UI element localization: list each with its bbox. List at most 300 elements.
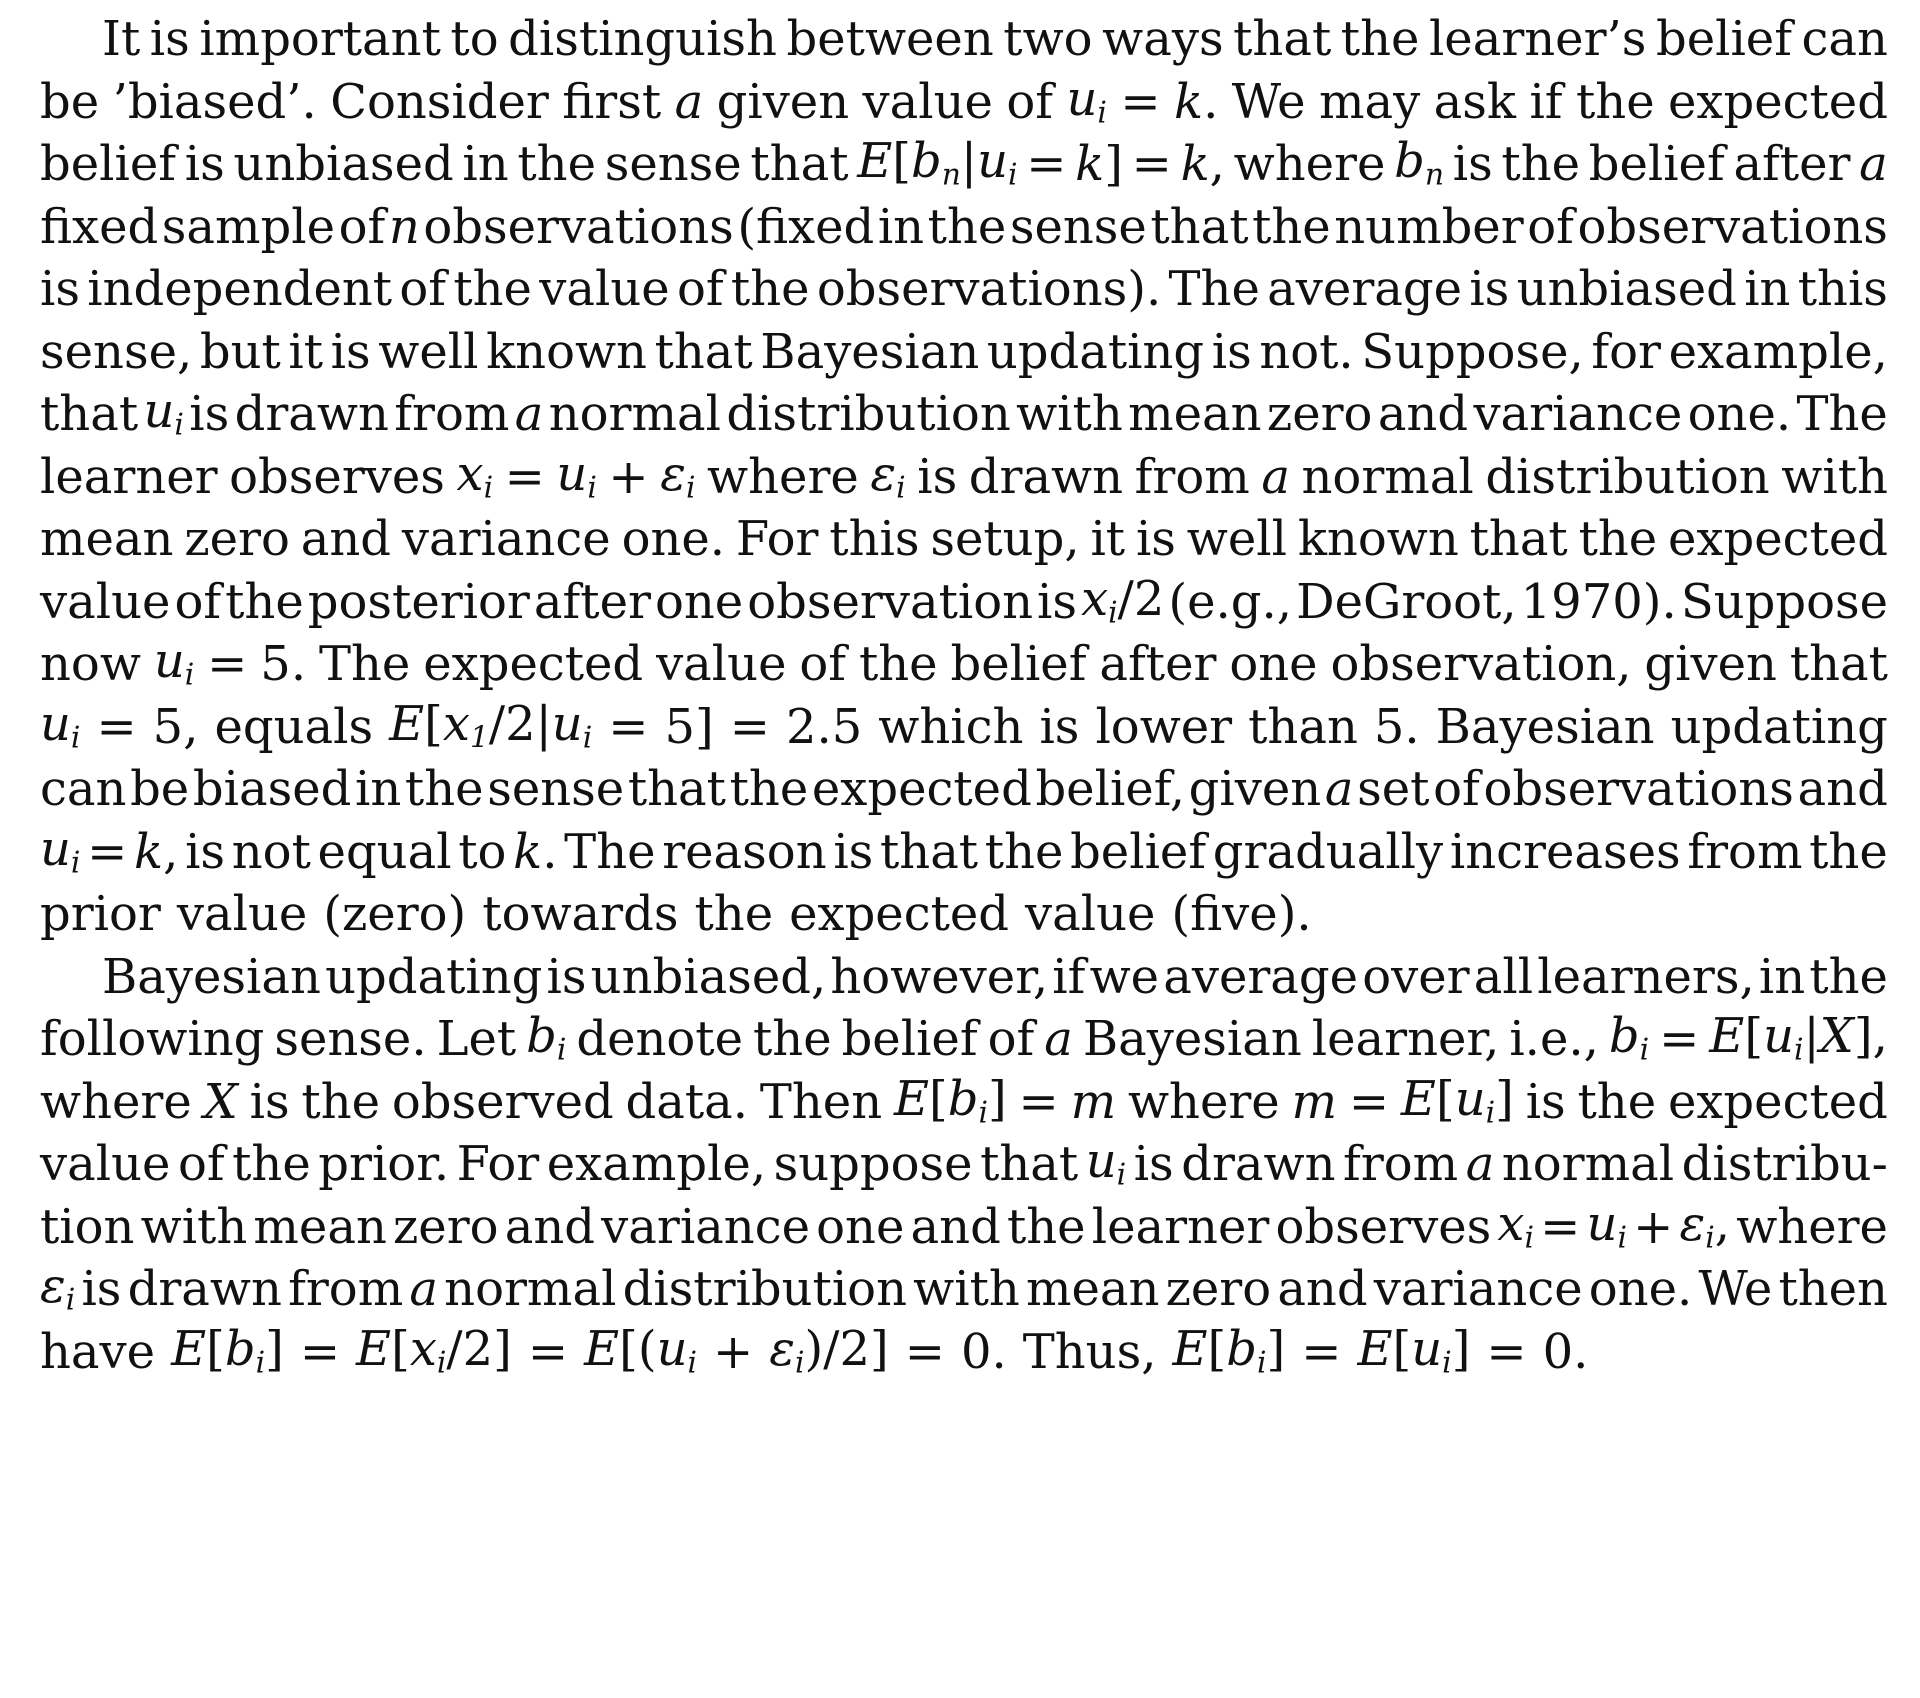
word: Let xyxy=(436,1011,517,1067)
word: m xyxy=(1291,1074,1338,1130)
word: normal xyxy=(1301,449,1474,505)
word: = xyxy=(1486,1324,1527,1380)
word: Bayesian xyxy=(1435,699,1655,755)
word: denote xyxy=(576,1011,743,1067)
word: X xyxy=(203,1074,238,1130)
word: mean xyxy=(1025,1261,1160,1317)
word: expected xyxy=(1668,511,1888,567)
word: if xyxy=(1529,74,1563,130)
word: zero xyxy=(184,511,290,567)
word: prior. xyxy=(318,1136,450,1192)
word: $E[b_n|u_i$ xyxy=(857,133,1018,193)
word: observed xyxy=(391,1074,614,1130)
word: now xyxy=(40,636,141,692)
text-line xyxy=(40,1313,1888,1391)
word: expected xyxy=(1668,74,1888,130)
word: of xyxy=(399,261,447,317)
word: expected xyxy=(811,761,1032,817)
word: the xyxy=(730,261,810,317)
word: example, xyxy=(546,1136,767,1192)
word: = xyxy=(1120,74,1161,130)
word: = xyxy=(904,1324,945,1380)
word: + xyxy=(713,1324,754,1380)
word: unbiased xyxy=(1516,261,1737,317)
word: Suppose, xyxy=(1361,324,1584,380)
word: mean xyxy=(253,1199,387,1255)
word: one xyxy=(654,574,744,630)
word: $b_i$ xyxy=(526,1008,567,1068)
word: where xyxy=(1233,136,1386,192)
word: value xyxy=(40,1136,171,1192)
word: a xyxy=(1324,761,1354,817)
word: $E[u_i]$ xyxy=(1357,1321,1471,1381)
word: expected xyxy=(789,886,1010,942)
word: (fixed xyxy=(737,199,875,255)
word: observations xyxy=(423,199,734,255)
word: this xyxy=(1797,261,1888,317)
word: one. xyxy=(1588,1261,1693,1317)
word: $\varepsilon_i$ xyxy=(40,1258,76,1318)
word: biased xyxy=(192,761,352,817)
word: It xyxy=(102,11,141,67)
word: distribution xyxy=(1485,449,1770,505)
word: can xyxy=(1801,11,1888,67)
word: = xyxy=(608,699,649,755)
word: is xyxy=(917,449,958,505)
word: of xyxy=(1006,74,1054,130)
word: is xyxy=(1039,699,1080,755)
word: is xyxy=(81,1261,122,1317)
word: where xyxy=(1127,1074,1280,1130)
word: value xyxy=(40,574,171,630)
word: drawn xyxy=(127,1261,282,1317)
word: $E[u_i]$ xyxy=(1400,1071,1514,1131)
word: updating xyxy=(986,324,1205,380)
word: 5] xyxy=(664,699,714,755)
word: for xyxy=(1591,324,1661,380)
word: $u_i$ xyxy=(1085,1133,1127,1193)
word: = xyxy=(207,636,248,692)
word: is xyxy=(1452,136,1493,192)
word: it xyxy=(288,324,324,380)
word: lower xyxy=(1095,699,1233,755)
word: $u_i$ xyxy=(40,696,81,756)
word: Bayesian xyxy=(1082,1011,1302,1067)
word: is xyxy=(1469,261,1510,317)
word: k. xyxy=(513,824,558,880)
word: = xyxy=(1348,1074,1390,1130)
word: $x_i$ xyxy=(456,446,494,506)
word: = xyxy=(1131,136,1172,192)
word: known xyxy=(486,324,647,380)
word: learner xyxy=(40,449,218,505)
word: be xyxy=(40,74,100,130)
word: observes xyxy=(229,449,445,505)
word: Then xyxy=(759,1074,883,1130)
word: example, xyxy=(1668,324,1888,380)
word: of xyxy=(799,636,847,692)
word: is xyxy=(833,824,874,880)
word: one. xyxy=(621,511,726,567)
word: ask xyxy=(1433,74,1517,130)
word: belief xyxy=(950,636,1087,692)
word: unbiased, xyxy=(590,949,827,1005)
word: mean xyxy=(1128,386,1262,442)
word: all xyxy=(1473,949,1534,1005)
word: where xyxy=(1736,1199,1888,1255)
word: the xyxy=(1575,74,1655,130)
word: the xyxy=(517,136,596,192)
word: tion xyxy=(40,1199,135,1255)
word: i.e., xyxy=(1509,1011,1599,1067)
word: belief xyxy=(1070,824,1207,880)
word: the xyxy=(1501,136,1581,192)
word: The xyxy=(564,824,656,880)
word: a xyxy=(1261,449,1290,505)
word: n xyxy=(388,199,420,255)
word: drawn xyxy=(968,449,1124,505)
word: of xyxy=(987,1011,1035,1067)
word: the xyxy=(927,199,1007,255)
word: = xyxy=(299,1324,341,1380)
word: = xyxy=(1018,1074,1059,1130)
word: setup, xyxy=(930,511,1080,567)
word: $u_i$ xyxy=(153,633,195,693)
word: belief xyxy=(1655,11,1792,67)
word: Bayesian xyxy=(102,949,321,1005)
word: from xyxy=(288,1261,404,1317)
word: that xyxy=(750,136,849,192)
word: the xyxy=(1809,824,1888,880)
word: the xyxy=(232,1136,311,1192)
word: we xyxy=(1089,949,1160,1005)
word: value xyxy=(1025,886,1156,942)
word: value xyxy=(656,636,787,692)
word: from xyxy=(1343,1136,1459,1192)
word: $u_i$ xyxy=(143,383,184,443)
word: prior xyxy=(40,886,161,942)
word: of xyxy=(177,1136,225,1192)
word: and xyxy=(1277,1261,1368,1317)
word: however, xyxy=(830,949,1049,1005)
word: the xyxy=(1809,949,1888,1005)
word: variance xyxy=(1473,386,1683,442)
word: the xyxy=(301,1074,381,1130)
word: sample xyxy=(161,199,336,255)
word: not. xyxy=(1259,324,1354,380)
word: in xyxy=(877,199,925,255)
word: normal xyxy=(548,386,721,442)
word: the xyxy=(225,574,304,630)
word: than xyxy=(1248,699,1358,755)
word: of xyxy=(338,199,386,255)
word: zero xyxy=(393,1199,499,1255)
word: is xyxy=(330,324,371,380)
word: set xyxy=(1357,761,1430,817)
word: given xyxy=(1188,761,1322,817)
word: given xyxy=(1644,636,1777,692)
word: updating xyxy=(1670,699,1888,755)
word: a xyxy=(1044,1011,1073,1067)
word: a xyxy=(674,74,704,130)
word: belief, xyxy=(1035,761,1186,817)
word: sense, xyxy=(40,324,193,380)
word: that xyxy=(40,386,139,442)
word: distribution xyxy=(726,386,1011,442)
word: sense xyxy=(1009,199,1147,255)
word: where xyxy=(40,1074,192,1130)
word: k, xyxy=(134,824,179,880)
word: $E[b_i]$ xyxy=(893,1071,1007,1131)
word: known xyxy=(1297,511,1459,567)
word: The xyxy=(1796,386,1888,442)
word: is xyxy=(1133,1136,1174,1192)
word: sense. xyxy=(274,1011,427,1067)
word: (zero) xyxy=(323,886,467,942)
word: belief xyxy=(1588,136,1725,192)
word: $u_i$ xyxy=(556,446,597,506)
word: from xyxy=(394,386,510,442)
word: that xyxy=(1150,199,1249,255)
word: $b_i$ xyxy=(1608,1008,1650,1068)
word: and xyxy=(910,1199,1001,1255)
word: if xyxy=(1052,949,1086,1005)
word: to xyxy=(458,824,507,880)
word: Thus, xyxy=(1022,1324,1157,1380)
word: the xyxy=(1252,199,1331,255)
word: important xyxy=(199,11,441,67)
word: sense xyxy=(487,761,625,817)
word: in xyxy=(1744,261,1791,317)
word: one. xyxy=(1687,386,1792,442)
word: drawn xyxy=(234,386,389,442)
word: the xyxy=(453,261,532,317)
word: this xyxy=(829,511,920,567)
word: zero xyxy=(1266,386,1373,442)
word: observations). xyxy=(816,261,1162,317)
word: learner’s xyxy=(1428,11,1647,67)
word: that xyxy=(879,824,979,880)
word: 5, xyxy=(152,699,199,755)
word: expected xyxy=(423,636,644,692)
word: after xyxy=(1733,136,1851,192)
word: with xyxy=(913,1261,1020,1317)
word: (five). xyxy=(1171,886,1312,942)
word: two xyxy=(1003,11,1093,67)
word: ways xyxy=(1102,11,1224,67)
word: that xyxy=(654,324,753,380)
word: $u_i$ xyxy=(1066,71,1107,131)
word: $\varepsilon_i$ xyxy=(660,446,696,506)
word: suppose xyxy=(773,1136,973,1192)
word: the xyxy=(404,761,484,817)
word: average xyxy=(1267,261,1463,317)
word: For xyxy=(456,1136,540,1192)
word: the xyxy=(858,636,938,692)
word: gradually xyxy=(1212,824,1444,880)
word: after xyxy=(1099,636,1217,692)
word: is xyxy=(1525,1074,1566,1130)
word: which xyxy=(878,699,1024,755)
word: k, xyxy=(1180,136,1225,192)
word: We xyxy=(1698,1261,1773,1317)
word: the xyxy=(984,824,1064,880)
word: and xyxy=(300,511,391,567)
word: is xyxy=(184,136,225,192)
word: learner, xyxy=(1311,1011,1500,1067)
word: value xyxy=(176,886,308,942)
word: distribu- xyxy=(1681,1136,1888,1192)
word: normal xyxy=(1501,1136,1675,1192)
word: k] xyxy=(1075,136,1123,192)
word: between xyxy=(786,11,994,67)
word: observation, xyxy=(1330,636,1632,692)
word: DeGroot, xyxy=(1296,574,1517,630)
word: following xyxy=(40,1011,265,1067)
word: is xyxy=(1135,511,1176,567)
word: can xyxy=(40,761,127,817)
word: is xyxy=(185,824,226,880)
word: is xyxy=(1037,574,1078,630)
word: of xyxy=(174,574,222,630)
word: with xyxy=(1781,449,1888,505)
word: is xyxy=(189,386,230,442)
word: $\varepsilon_i)/2$] xyxy=(769,1321,889,1381)
word: but xyxy=(199,324,281,380)
word: learners, xyxy=(1537,949,1755,1005)
word: zero xyxy=(1165,1261,1272,1317)
word: may xyxy=(1319,74,1421,130)
word: the xyxy=(1578,511,1658,567)
word: number xyxy=(1334,199,1524,255)
word: $u_i$ xyxy=(1586,1196,1627,1256)
word: distribution xyxy=(622,1261,907,1317)
word: updating xyxy=(325,949,543,1005)
word: 0. xyxy=(1542,1324,1589,1380)
word: expected xyxy=(1667,1074,1888,1130)
word: normal xyxy=(444,1261,617,1317)
word: over xyxy=(1362,949,1470,1005)
word: the xyxy=(1340,11,1420,67)
word: Consider xyxy=(330,74,549,130)
word: and xyxy=(1797,761,1888,817)
word: then xyxy=(1778,1261,1888,1317)
word: sense xyxy=(604,136,742,192)
word: observations xyxy=(1577,199,1888,255)
word: in xyxy=(1758,949,1806,1005)
word: that xyxy=(1789,636,1888,692)
word: $E[(u_i$ xyxy=(584,1321,698,1381)
word: We xyxy=(1231,74,1306,130)
word: Bayesian xyxy=(760,324,980,380)
word: 5. xyxy=(260,636,307,692)
word: = xyxy=(87,824,128,880)
word: from xyxy=(1134,449,1250,505)
word: it xyxy=(1090,511,1126,567)
word: $b_n$ xyxy=(1394,133,1445,193)
word: after xyxy=(533,574,651,630)
word: = xyxy=(1659,1011,1700,1067)
word: reason xyxy=(662,824,827,880)
word: well xyxy=(1186,511,1287,567)
word: a xyxy=(1465,1136,1495,1192)
word: $E[b_i]$ xyxy=(1172,1321,1286,1381)
word: that xyxy=(980,1136,1079,1192)
word: observes xyxy=(1275,1199,1492,1255)
word: 0. xyxy=(960,1324,1007,1380)
word: ’biased’. xyxy=(112,74,317,130)
word: equals xyxy=(214,699,374,755)
word: $x_i$ xyxy=(1497,1196,1534,1256)
word: is xyxy=(249,1074,290,1130)
word: one xyxy=(816,1199,905,1255)
word: is xyxy=(546,949,587,1005)
word: + xyxy=(1633,1199,1674,1255)
word: of xyxy=(676,261,724,317)
word: distinguish xyxy=(508,11,777,67)
word: and xyxy=(1377,386,1469,442)
word: $E[x_1/2|u_i$ xyxy=(389,696,593,756)
word: variance xyxy=(1373,1261,1583,1317)
word: value xyxy=(862,74,993,130)
word: be xyxy=(130,761,190,817)
word: = xyxy=(527,1324,569,1380)
word: data. xyxy=(625,1074,749,1130)
word: of xyxy=(1527,199,1574,255)
word: where xyxy=(707,449,859,505)
word: observation xyxy=(747,574,1034,630)
word: 1970). xyxy=(1520,574,1677,630)
word: drawn xyxy=(1181,1136,1336,1192)
word: of xyxy=(1433,761,1480,817)
word: in xyxy=(462,136,509,192)
word: + xyxy=(608,449,649,505)
word: and xyxy=(504,1199,595,1255)
word: belief xyxy=(40,136,177,192)
word: = xyxy=(504,449,545,505)
word: given xyxy=(716,74,850,130)
word: $\varepsilon_i$ xyxy=(870,446,906,506)
word: mean xyxy=(40,511,174,567)
word: equal xyxy=(317,824,452,880)
word: 2.5 xyxy=(785,699,863,755)
word: $u_i$ xyxy=(40,821,81,881)
word: $\varepsilon_i$, xyxy=(1679,1196,1731,1256)
word: (e.g., xyxy=(1168,574,1293,630)
word: the xyxy=(1577,1074,1657,1130)
word: The xyxy=(1168,261,1260,317)
word: towards xyxy=(482,886,679,942)
word: observations xyxy=(1483,761,1794,817)
word: that xyxy=(1233,11,1332,67)
word: k. xyxy=(1173,74,1219,130)
word: m xyxy=(1070,1074,1117,1130)
word: = xyxy=(1540,1199,1581,1255)
word: independent xyxy=(87,261,393,317)
word: is xyxy=(40,261,80,317)
word: learner xyxy=(1091,1199,1270,1255)
word: that xyxy=(627,761,726,817)
word: with xyxy=(140,1199,248,1255)
word: the xyxy=(752,1011,832,1067)
word: The xyxy=(318,636,411,692)
word: unbiased xyxy=(233,136,454,192)
word: not xyxy=(231,824,311,880)
word: with xyxy=(1016,386,1123,442)
word: from xyxy=(1687,824,1803,880)
word: first xyxy=(562,74,662,130)
word: $E[u_i|X]$, xyxy=(1709,1008,1888,1068)
